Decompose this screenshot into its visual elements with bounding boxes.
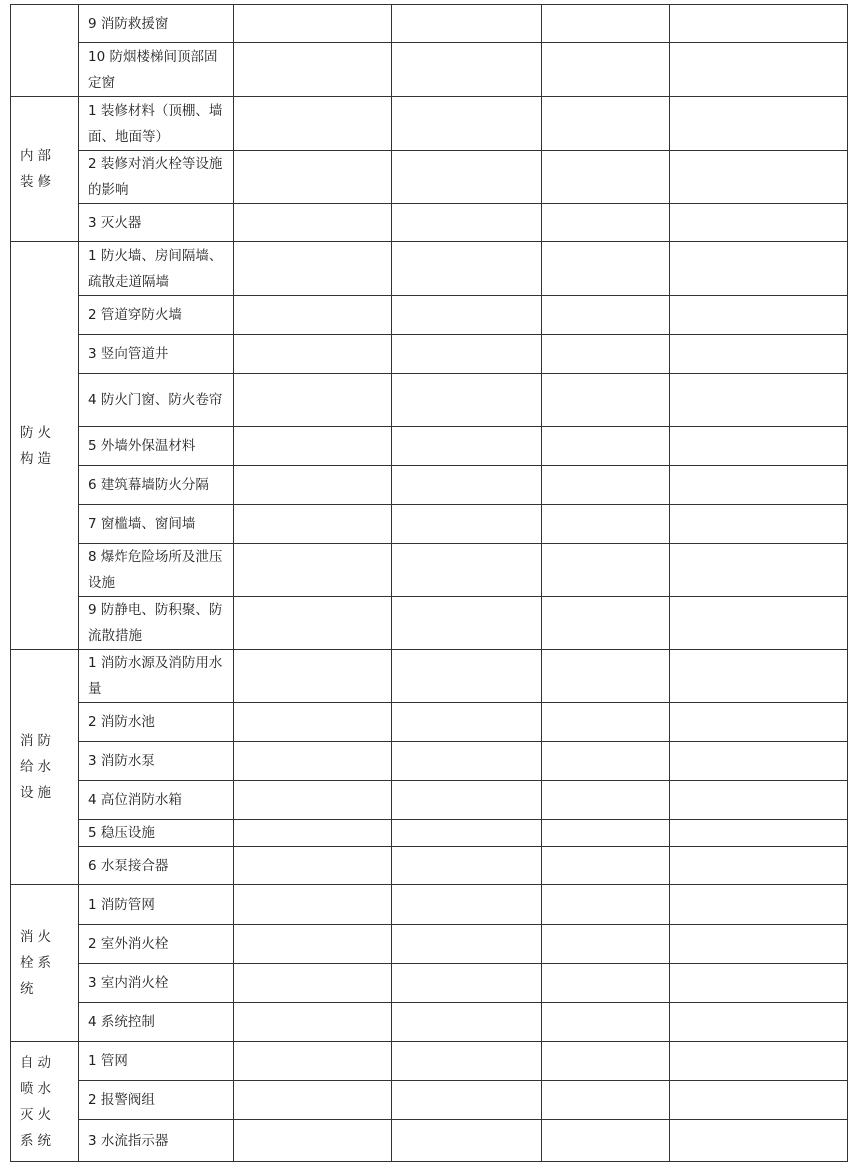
blank-entry-cell[interactable] [234, 1003, 392, 1042]
blank-entry-cell[interactable] [392, 242, 542, 296]
table-row [11, 1081, 848, 1120]
blank-entry-cell[interactable] [670, 335, 848, 374]
table-row [11, 964, 848, 1003]
blank-entry-cell[interactable] [670, 781, 848, 820]
table-row [11, 597, 848, 650]
blank-entry-cell[interactable] [542, 335, 670, 374]
blank-entry-cell[interactable] [392, 820, 542, 847]
blank-entry-cell[interactable] [670, 43, 848, 97]
blank-entry-cell[interactable] [234, 5, 392, 43]
item-cell: 9 消防救援窗 [79, 5, 234, 43]
blank-entry-cell[interactable] [542, 43, 670, 97]
item-cell: 3 消防水泵 [79, 742, 234, 781]
blank-entry-cell[interactable] [234, 335, 392, 374]
blank-entry-cell[interactable] [234, 925, 392, 964]
table-row [11, 847, 848, 885]
table-row [11, 781, 848, 820]
blank-entry-cell[interactable] [234, 505, 392, 544]
blank-entry-cell[interactable] [542, 151, 670, 204]
blank-entry-cell[interactable] [234, 204, 392, 242]
item-cell: 9 防静电、防积聚、防流散措施 [79, 597, 234, 650]
item-cell: 5 稳压设施 [79, 820, 234, 847]
table-row [11, 925, 848, 964]
table-row [11, 650, 848, 703]
blank-entry-cell[interactable] [234, 964, 392, 1003]
item-cell: 4 高位消防水箱 [79, 781, 234, 820]
blank-entry-cell[interactable] [670, 466, 848, 505]
blank-entry-cell[interactable] [234, 466, 392, 505]
blank-entry-cell[interactable] [542, 5, 670, 43]
table-row [11, 5, 848, 43]
blank-entry-cell[interactable] [670, 151, 848, 204]
item-cell: 6 建筑幕墙防火分隔 [79, 466, 234, 505]
blank-entry-cell[interactable] [542, 97, 670, 151]
table-row [11, 1042, 848, 1081]
item-cell: 1 防火墙、房间隔墙、疏散走道隔墙 [79, 242, 234, 296]
blank-entry-cell[interactable] [392, 544, 542, 597]
blank-entry-cell[interactable] [234, 742, 392, 781]
blank-entry-cell[interactable] [670, 597, 848, 650]
blank-entry-cell[interactable] [670, 505, 848, 544]
blank-entry-cell[interactable] [392, 781, 542, 820]
blank-entry-cell[interactable] [542, 1042, 670, 1081]
blank-entry-cell[interactable] [234, 427, 392, 466]
blank-entry-cell[interactable] [542, 466, 670, 505]
table-row [11, 885, 848, 925]
blank-entry-cell[interactable] [392, 597, 542, 650]
blank-entry-cell[interactable] [542, 427, 670, 466]
blank-entry-cell[interactable] [670, 925, 848, 964]
blank-entry-cell[interactable] [392, 505, 542, 544]
category-cell: 防火构造 [11, 242, 79, 650]
table-row [11, 43, 848, 97]
blank-entry-cell[interactable] [670, 242, 848, 296]
blank-entry-cell[interactable] [392, 5, 542, 43]
blank-entry-cell[interactable] [234, 1081, 392, 1120]
category-cell: 自动喷水灭火系统 [11, 1042, 79, 1162]
blank-entry-cell[interactable] [392, 97, 542, 151]
blank-entry-cell[interactable] [542, 544, 670, 597]
blank-entry-cell[interactable] [392, 151, 542, 204]
blank-entry-cell[interactable] [234, 597, 392, 650]
table-row [11, 544, 848, 597]
blank-entry-cell[interactable] [670, 703, 848, 742]
blank-entry-cell[interactable] [392, 204, 542, 242]
blank-entry-cell[interactable] [670, 885, 848, 925]
blank-entry-cell[interactable] [670, 97, 848, 151]
table-row [11, 466, 848, 505]
blank-entry-cell[interactable] [234, 374, 392, 427]
category-cell [11, 5, 79, 97]
category-cell: 消火栓系统 [11, 885, 79, 1042]
table-row [11, 820, 848, 847]
table-row [11, 703, 848, 742]
item-cell: 7 窗槛墙、窗间墙 [79, 505, 234, 544]
item-cell: 4 系统控制 [79, 1003, 234, 1042]
item-cell: 1 消防管网 [79, 885, 234, 925]
blank-entry-cell[interactable] [670, 427, 848, 466]
table-row [11, 151, 848, 204]
blank-entry-cell[interactable] [542, 847, 670, 885]
table-row [11, 296, 848, 335]
blank-entry-cell[interactable] [392, 374, 542, 427]
blank-entry-cell[interactable] [392, 1042, 542, 1081]
blank-entry-cell[interactable] [670, 820, 848, 847]
blank-entry-cell[interactable] [234, 885, 392, 925]
table-row [11, 242, 848, 296]
blank-entry-cell[interactable] [234, 97, 392, 151]
blank-entry-cell[interactable] [542, 1120, 670, 1162]
blank-entry-cell[interactable] [234, 650, 392, 703]
blank-entry-cell[interactable] [234, 544, 392, 597]
blank-entry-cell[interactable] [542, 964, 670, 1003]
blank-entry-cell[interactable] [542, 1081, 670, 1120]
blank-entry-cell[interactable] [542, 597, 670, 650]
blank-entry-cell[interactable] [392, 650, 542, 703]
table-row [11, 505, 848, 544]
blank-entry-cell[interactable] [542, 650, 670, 703]
blank-entry-cell[interactable] [392, 1081, 542, 1120]
table-row [11, 374, 848, 427]
item-cell: 4 防火门窗、防火卷帘 [79, 374, 234, 427]
blank-entry-cell[interactable] [542, 781, 670, 820]
blank-entry-cell[interactable] [670, 1003, 848, 1042]
blank-entry-cell[interactable] [670, 296, 848, 335]
blank-entry-cell[interactable] [234, 1042, 392, 1081]
blank-entry-cell[interactable] [234, 1120, 392, 1162]
inspection-table [10, 4, 848, 1162]
blank-entry-cell[interactable] [234, 820, 392, 847]
blank-entry-cell[interactable] [234, 43, 392, 97]
blank-entry-cell[interactable] [392, 466, 542, 505]
blank-entry-cell[interactable] [670, 847, 848, 885]
item-cell: 10 防烟楼梯间顶部固定窗 [79, 43, 234, 97]
blank-entry-cell[interactable] [670, 544, 848, 597]
blank-entry-cell[interactable] [234, 151, 392, 204]
table-row [11, 97, 848, 151]
blank-entry-cell[interactable] [670, 204, 848, 242]
table-row [11, 1003, 848, 1042]
blank-entry-cell[interactable] [392, 43, 542, 97]
blank-entry-cell[interactable] [542, 374, 670, 427]
blank-entry-cell[interactable] [542, 885, 670, 925]
blank-entry-cell[interactable] [670, 742, 848, 781]
item-cell: 2 装修对消火栓等设施的影响 [79, 151, 234, 204]
table-row [11, 427, 848, 466]
item-cell: 3 室内消火栓 [79, 964, 234, 1003]
blank-entry-cell[interactable] [392, 925, 542, 964]
blank-entry-cell[interactable] [670, 1042, 848, 1081]
item-cell: 3 水流指示器 [79, 1120, 234, 1162]
blank-entry-cell[interactable] [542, 703, 670, 742]
table-row [11, 742, 848, 781]
item-cell: 5 外墙外保温材料 [79, 427, 234, 466]
blank-entry-cell[interactable] [392, 885, 542, 925]
blank-entry-cell[interactable] [392, 847, 542, 885]
blank-entry-cell[interactable] [542, 820, 670, 847]
table-row [11, 1120, 848, 1162]
blank-entry-cell[interactable] [542, 296, 670, 335]
blank-entry-cell[interactable] [392, 296, 542, 335]
category-cell: 消防给水设施 [11, 650, 79, 885]
item-cell: 2 管道穿防火墙 [79, 296, 234, 335]
blank-entry-cell[interactable] [234, 296, 392, 335]
blank-entry-cell[interactable] [392, 427, 542, 466]
category-cell: 内部装修 [11, 97, 79, 242]
blank-entry-cell[interactable] [542, 742, 670, 781]
blank-entry-cell[interactable] [670, 650, 848, 703]
blank-entry-cell[interactable] [670, 5, 848, 43]
item-cell: 6 水泵接合器 [79, 847, 234, 885]
blank-entry-cell[interactable] [670, 1120, 848, 1162]
blank-entry-cell[interactable] [670, 964, 848, 1003]
item-cell: 3 灭火器 [79, 204, 234, 242]
blank-entry-cell[interactable] [542, 505, 670, 544]
table-body [11, 5, 848, 1162]
blank-entry-cell[interactable] [392, 1120, 542, 1162]
table-row [11, 335, 848, 374]
blank-entry-cell[interactable] [542, 242, 670, 296]
table-row [11, 204, 848, 242]
item-cell: 2 报警阀组 [79, 1081, 234, 1120]
blank-entry-cell[interactable] [392, 964, 542, 1003]
blank-entry-cell[interactable] [670, 1081, 848, 1120]
item-cell: 1 管网 [79, 1042, 234, 1081]
blank-entry-cell[interactable] [234, 847, 392, 885]
blank-entry-cell[interactable] [542, 1003, 670, 1042]
item-cell: 2 消防水池 [79, 703, 234, 742]
item-cell: 1 消防水源及消防用水量 [79, 650, 234, 703]
blank-entry-cell[interactable] [670, 374, 848, 427]
blank-entry-cell[interactable] [234, 242, 392, 296]
item-cell: 1 装修材料（顶棚、墙面、地面等） [79, 97, 234, 151]
blank-entry-cell[interactable] [234, 703, 392, 742]
blank-entry-cell[interactable] [542, 204, 670, 242]
blank-entry-cell[interactable] [542, 925, 670, 964]
blank-entry-cell[interactable] [392, 1003, 542, 1042]
item-cell: 8 爆炸危险场所及泄压设施 [79, 544, 234, 597]
blank-entry-cell[interactable] [392, 703, 542, 742]
blank-entry-cell[interactable] [392, 742, 542, 781]
blank-entry-cell[interactable] [234, 781, 392, 820]
blank-entry-cell[interactable] [392, 335, 542, 374]
item-cell: 3 竖向管道井 [79, 335, 234, 374]
item-cell: 2 室外消火栓 [79, 925, 234, 964]
